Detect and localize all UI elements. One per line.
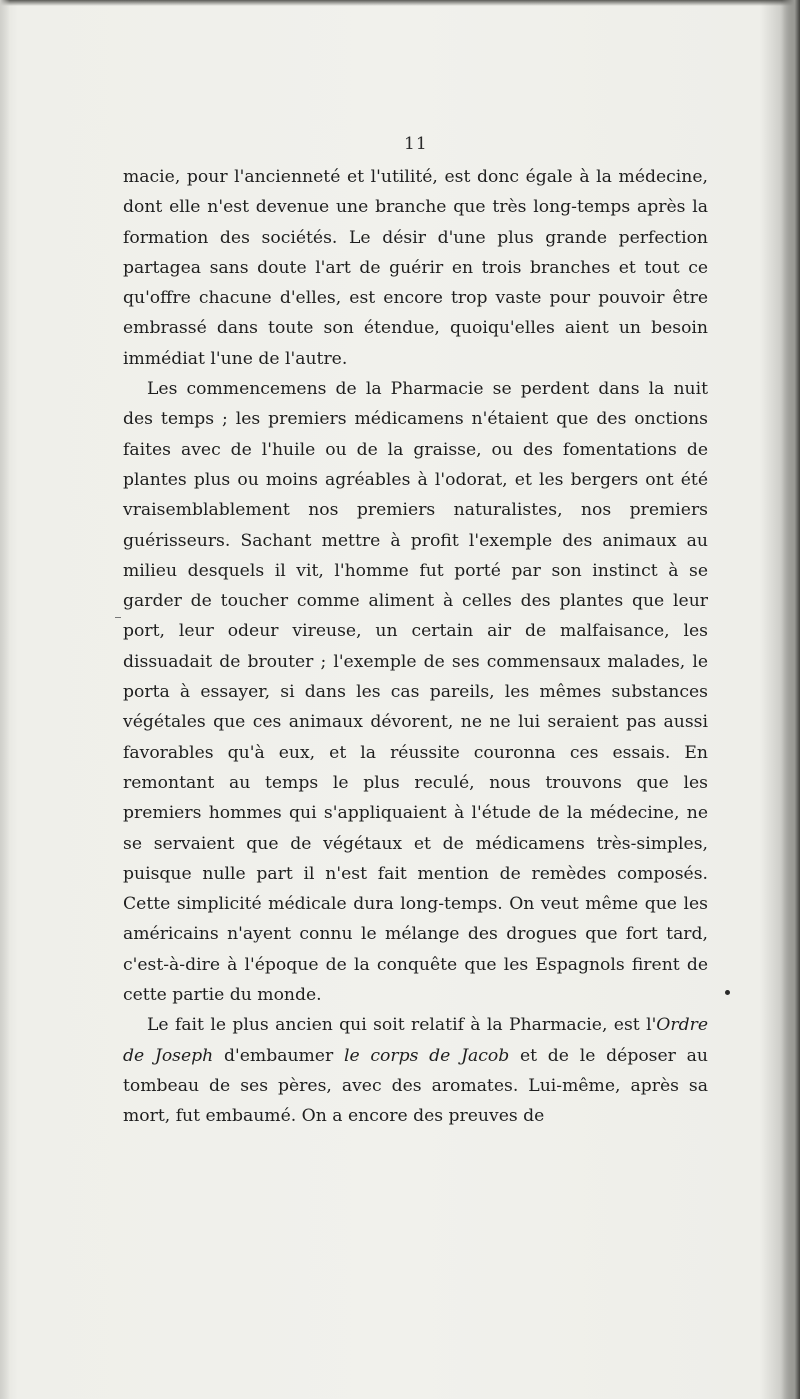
text-segment: et de le déposer au tombeau de ses pères, avec des aromates. Lui-même, après sa mort, fut embaumé. On a encore des preuves de: [123, 1045, 708, 1127]
page-top-shadow: [0, 0, 800, 6]
gutter-shadow: [0, 0, 10, 1399]
text-segment: Les commencemens de la Pharmacie se perdent dans la nuit des temps ; les premiers médicamens n'étaient que des onctions faites avec de l'huile ou de la graisse, ou des fomentations de plantes plus ou moins agréables à l'odorat, et les bergers ont été vraisemblablement nos premiers naturalistes, nos premiers guérisseurs. Sachant mettre à profit l'exemple des animaux au milieu desquels il vit, l'homme fut porté par son instinct à se garder de toucher comme aliment à celles des plantes que leur port, leur odeur vireuse, un certain air de malfaisance, les dissuadait de brouter ; l'exemple de ses commensaux malades, le porta à essayer, si dans les cas pareils, les mêmes substances végétales que ces animaux dévorent, ne ne lui seraient pas aussi favorables qu'à eux, et la réussite couronna ces essais. En remontant au temps le plus reculé, nous trouvons que les premiers hommes qui s'appliquaient à l'étude de la médecine, ne se servaient que de végétaux et de médicamens très-simples, puisque nulle part il n'est fait mention de remèdes composés. Cette simplicité médicale dura long-temps. On veut même que les américains n'ayent connu le mélange des drogues que fort tard, c'est-à-dire à l'époque de la conquête que les Espagnols firent de cette partie du monde.: [123, 379, 708, 1006]
paragraph: [123, 1010, 708, 1131]
page-number: 11: [404, 134, 428, 154]
italic-text: Ordre de Joseph: [123, 1015, 708, 1066]
body-text: [123, 162, 708, 1132]
text-segment: macie, pour l'ancienneté et l'utilité, est donc égale à la médecine, dont elle n'est devenue une branche que très long-temps après la formation des sociétés. Le désir d'une plus grande perfection partagea sans doute l'art de guérir en trois branches et tout ce qu'offre chacune d'elles, est encore trop vaste pour pouvoir être embrassé dans toute son étendue, quoiqu'elles aient un besoin immédiat l'une de l'autre.: [123, 167, 708, 369]
margin-mark: [115, 617, 121, 618]
page-edge-shadow: [782, 0, 800, 1399]
paragraph: [123, 162, 708, 374]
text-segment: d'embaumer: [213, 1045, 344, 1066]
italic-text: le corps de Jacob: [343, 1045, 510, 1066]
paragraph: [123, 374, 708, 1010]
margin-ink-dot: [725, 990, 730, 995]
text-segment: Le fait le plus ancien qui soit relatif à la Pharmacie, est l': [147, 1015, 657, 1036]
